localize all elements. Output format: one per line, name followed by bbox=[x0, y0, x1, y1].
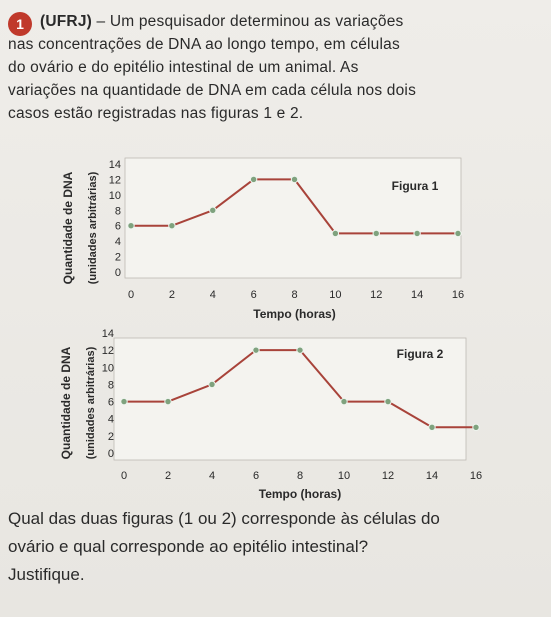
data-point bbox=[209, 381, 215, 387]
x-tick-label: 16 bbox=[451, 289, 465, 301]
y-tick-label: 14 bbox=[108, 159, 121, 171]
y-tick-label: 4 bbox=[107, 413, 114, 426]
intro-line-2: nas concentrações de DNA ao longo tempo, em células bbox=[8, 36, 400, 53]
x-tick-label: 4 bbox=[209, 289, 216, 301]
question-source: (UFRJ) bbox=[40, 13, 92, 30]
x-tick-label: 2 bbox=[168, 289, 175, 301]
y-tick-label: 2 bbox=[114, 251, 121, 264]
intro-text-1: – Um pesquisador determinou as variações bbox=[96, 13, 404, 30]
intro-line-3: do ovário e do epitélio intestinal de um animal. As bbox=[8, 59, 359, 76]
figure-title: Figura 2 bbox=[396, 347, 444, 361]
data-point bbox=[253, 347, 259, 353]
data-point bbox=[297, 347, 303, 353]
x-tick-label: 8 bbox=[296, 470, 304, 482]
figure-title: Figura 1 bbox=[391, 179, 439, 193]
intro-line-4: variações na quantidade de DNA em cada célula nos dois bbox=[8, 82, 417, 99]
prompt-line-2: ovário e qual corresponde ao epitélio intestinal? bbox=[8, 537, 369, 556]
y-tick-label: 6 bbox=[114, 220, 121, 233]
y-axis-unit-label: (unidades arbitrárias) bbox=[85, 346, 97, 460]
y-tick-label: 12 bbox=[101, 345, 114, 358]
data-point bbox=[291, 176, 297, 182]
data-point bbox=[429, 424, 435, 430]
prompt-line-1: Qual das duas figuras (1 ou 2) corresponde às células do bbox=[8, 509, 440, 528]
question-prompt bbox=[8, 505, 548, 589]
x-tick-label: 6 bbox=[250, 289, 257, 301]
y-tick-label: 8 bbox=[114, 205, 121, 218]
figure-1 bbox=[61, 158, 464, 321]
data-point bbox=[210, 207, 216, 213]
x-tick-label: 4 bbox=[208, 470, 216, 482]
prompt-line-3: Justifique. bbox=[8, 565, 85, 584]
x-tick-label: 12 bbox=[370, 289, 383, 301]
data-point bbox=[455, 230, 461, 236]
data-point bbox=[250, 176, 256, 182]
x-axis-label: Tempo (horas) bbox=[258, 487, 342, 501]
x-axis-label: Tempo (horas) bbox=[253, 307, 336, 321]
data-point bbox=[414, 230, 420, 236]
data-point bbox=[121, 398, 127, 404]
x-tick-label: 0 bbox=[120, 470, 128, 482]
y-tick-label: 8 bbox=[107, 379, 114, 392]
x-tick-label: 14 bbox=[425, 470, 439, 482]
y-tick-label: 4 bbox=[114, 236, 121, 249]
data-point bbox=[373, 230, 379, 236]
data-point bbox=[341, 398, 347, 404]
y-axis-label: Quantidade de DNA bbox=[61, 171, 75, 285]
x-tick-label: 14 bbox=[411, 289, 424, 301]
x-tick-label: 2 bbox=[164, 470, 172, 482]
data-point bbox=[332, 230, 338, 236]
x-tick-label: 10 bbox=[337, 470, 351, 482]
y-tick-label: 10 bbox=[108, 189, 121, 202]
y-tick-label: 0 bbox=[114, 267, 121, 279]
y-tick-label: 14 bbox=[101, 328, 114, 340]
y-tick-label: 6 bbox=[107, 396, 114, 409]
y-axis-unit-label: (unidades arbitrárias) bbox=[87, 171, 99, 285]
x-tick-label: 6 bbox=[252, 470, 260, 482]
intro-line-5: casos estão registradas nas figuras 1 e 2. bbox=[8, 105, 304, 122]
y-tick-label: 12 bbox=[108, 174, 121, 187]
y-axis-label: Quantidade de DNA bbox=[59, 346, 73, 460]
x-tick-label: 0 bbox=[127, 289, 135, 301]
x-tick-label: 12 bbox=[381, 470, 395, 482]
y-tick-label: 0 bbox=[107, 448, 114, 460]
data-point bbox=[385, 398, 391, 404]
x-tick-label: 10 bbox=[329, 289, 342, 301]
data-point bbox=[128, 223, 134, 229]
x-tick-label: 16 bbox=[469, 470, 483, 482]
data-point bbox=[169, 223, 175, 229]
x-tick-label: 8 bbox=[291, 289, 298, 301]
plot-area bbox=[125, 158, 461, 278]
data-point bbox=[473, 424, 479, 430]
figure-2 bbox=[59, 328, 482, 501]
question-number-badge: 1 bbox=[8, 12, 32, 36]
data-point bbox=[165, 398, 171, 404]
y-tick-label: 2 bbox=[107, 430, 114, 443]
y-tick-label: 10 bbox=[101, 362, 114, 375]
